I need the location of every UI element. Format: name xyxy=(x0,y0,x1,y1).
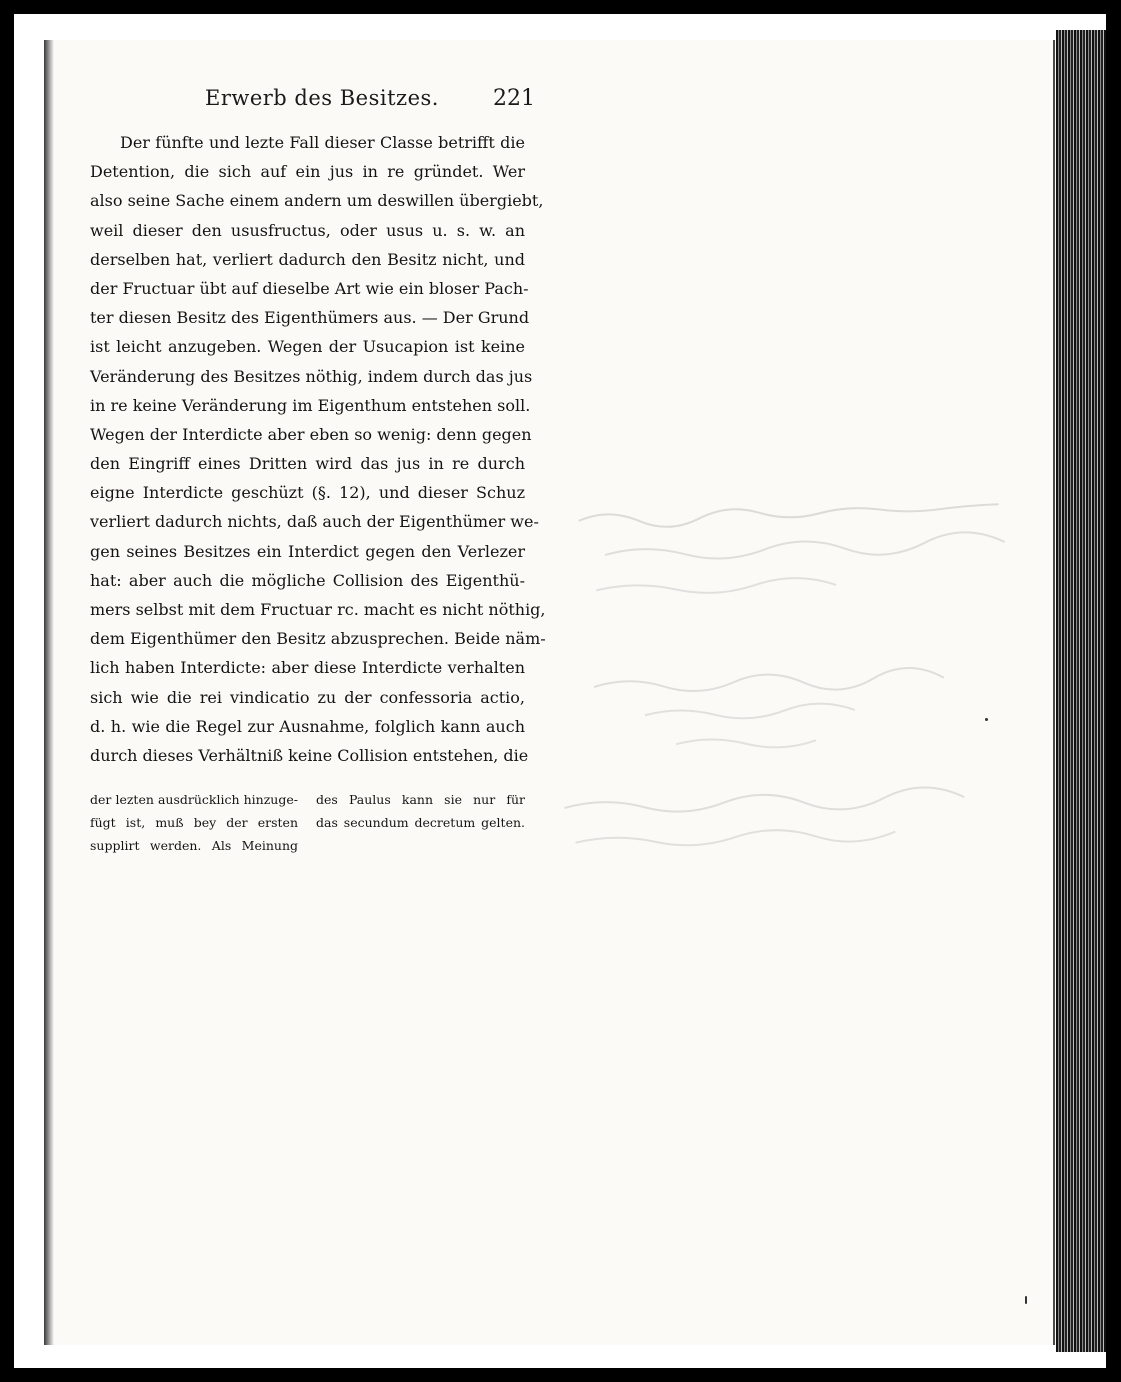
text-line: lich haben Interdicte: aber diese Interdicte verhalten xyxy=(90,658,525,678)
gutter-shadow xyxy=(44,40,54,1345)
text-line: ist leicht anzugeben. Wegen der Usucapion ist keine xyxy=(90,337,525,357)
bleed-through-handwriting-3 xyxy=(554,772,1037,873)
text-line: in re keine Veränderung im Eigenthum entstehen soll. xyxy=(90,395,531,415)
running-header xyxy=(205,86,535,118)
text-line: also seine Sache einem andern um deswillen übergiebt, xyxy=(90,191,544,211)
text-line: d. h. wie die Regel zur Ausnahme, folglich kann auch xyxy=(90,716,525,736)
page-crease xyxy=(1053,40,1055,1345)
ink-speck xyxy=(985,718,988,721)
text-line: weil dieser den ususfructus, oder usus u. s. w. an xyxy=(90,220,525,240)
footnote-right-column xyxy=(316,788,525,834)
ghost-scribble-3 xyxy=(554,772,1036,869)
bleed-through-handwriting xyxy=(573,480,1037,626)
main-text-block xyxy=(90,128,546,770)
footnote-line: des Paulus kann sie nur für xyxy=(316,792,525,807)
text-line: der Fructuar übt auf dieselbe Art wie ein bloser Pach- xyxy=(90,278,529,298)
text-line: gen seines Besitzes ein Interdict gegen den Verlezer xyxy=(90,541,525,561)
text-line: den Eingriff eines Dritten wird das jus in re durch xyxy=(90,454,525,474)
text-line: sich wie die rei vindicatio zu der confessoria actio, xyxy=(90,687,525,707)
text-line: Wegen der Interdicte aber eben so wenig: denn gegen xyxy=(90,424,532,444)
text-line: dem Eigenthümer den Besitz abzusprechen. Beide näm- xyxy=(90,629,546,649)
text-line: derselben hat, verliert dadurch den Besitz nicht, und xyxy=(90,249,525,269)
ghost-scribble-2 xyxy=(583,653,1006,768)
text-line: Der fünfte und lezte Fall dieser Classe betrifft die xyxy=(120,133,525,152)
text-line: eigne Interdicte geschüzt (§. 12), und dieser Schuz xyxy=(90,483,525,503)
ghost-scribble xyxy=(573,480,1037,626)
text-line: mers selbst mit dem Fructuar rc. macht es nicht nöthig, xyxy=(90,600,546,619)
text-line: Detention, die sich auf ein jus in re gründet. Wer xyxy=(90,162,525,182)
bleed-through-handwriting-2 xyxy=(583,653,1006,772)
text-line: Veränderung des Besitzes nöthig, indem durch das jus xyxy=(90,366,533,386)
text-line: verliert dadurch nichts, daß auch der Eigenthümer we- xyxy=(90,512,539,532)
footnote-line: supplirt werden. Als Meinung xyxy=(90,838,298,853)
text-line: durch dieses Verhältniß keine Collision entstehen, die xyxy=(90,745,529,765)
footnote-line: das secundum decretum gelten. xyxy=(316,815,525,830)
page-number: 221 xyxy=(493,86,535,111)
footnote-line: fügt ist, muß bey der ersten xyxy=(90,815,298,830)
footnote-line: der lezten ausdrücklich hinzuge- xyxy=(90,792,298,807)
ink-speck-2 xyxy=(1025,1296,1027,1304)
footnote-left-column xyxy=(90,788,298,857)
running-title: Erwerb des Besitzes. xyxy=(205,86,439,110)
text-line: hat: aber auch die mögliche Collision des Eigenthü- xyxy=(90,570,525,590)
book-page-edges xyxy=(1056,30,1106,1352)
text-line: ter diesen Besitz des Eigenthümers aus. — Der Grund xyxy=(90,308,530,328)
